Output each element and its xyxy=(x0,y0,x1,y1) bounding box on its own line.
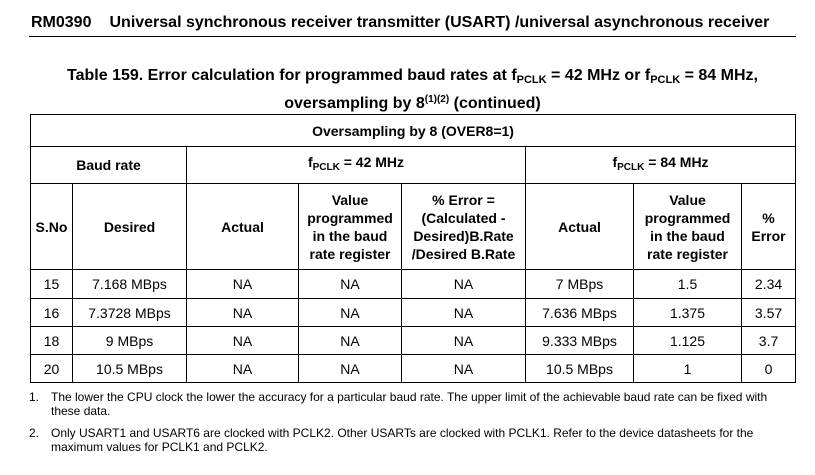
cell-actual-84: 9.333 MBps xyxy=(526,327,634,355)
cell-error-42: NA xyxy=(402,299,526,327)
footnote xyxy=(29,426,789,454)
cell-error-42: NA xyxy=(402,355,526,383)
group-fpclk-84 xyxy=(526,147,796,184)
col-value-84 xyxy=(634,184,742,270)
col-error-84 xyxy=(742,184,796,270)
col-value-84-line: Value xyxy=(669,191,706,208)
cell-sno: 18 xyxy=(31,327,73,355)
cell-actual-84: 10.5 MBps xyxy=(526,355,634,383)
group-84-sub: PCLK xyxy=(617,162,645,173)
col-error-42 xyxy=(402,184,526,270)
cell-error-84: 2.34 xyxy=(742,270,796,299)
table-caption xyxy=(31,66,794,113)
cell-value-84: 1.375 xyxy=(634,299,742,327)
cell-desired: 10.5 MBps xyxy=(73,355,187,383)
cell-actual-84: 7.636 MBps xyxy=(526,299,634,327)
group-84-rest: = 84 MHz xyxy=(644,154,709,170)
cell-actual-42: NA xyxy=(187,355,299,383)
table-row xyxy=(31,299,796,327)
col-error-42-line: (Calculated - xyxy=(421,209,506,226)
caption-text-a: Table 159. Error calculation for programmed baud rates at f xyxy=(67,67,517,84)
col-value-84-line: programmed xyxy=(644,209,731,226)
table-row xyxy=(31,355,796,383)
cell-desired: 9 MBps xyxy=(73,327,187,355)
col-value-42-line: Value xyxy=(331,191,369,208)
cell-error-84: 0 xyxy=(742,355,796,383)
footnote-text: The lower the CPU clock the lower the accuracy for a particular baud rate. The upper limit of the achievable baud rate can be fixed with these data. xyxy=(51,390,768,418)
cell-error-42: NA xyxy=(402,270,526,299)
table-title: Oversampling by 8 (OVER8=1) xyxy=(31,115,796,147)
header-divider xyxy=(29,36,796,37)
col-value-42-line: in the baud xyxy=(312,227,388,244)
caption-footnote-refs: (1)(2) xyxy=(424,94,450,105)
table-row xyxy=(31,270,796,299)
group-42-rest: = 42 MHz xyxy=(339,154,405,170)
col-value-42-line: rate register xyxy=(309,245,391,262)
col-error-42-line: Desired)B.Rate xyxy=(413,227,514,244)
footnotes xyxy=(29,390,789,462)
col-error-42-line: /Desired B.Rate xyxy=(411,245,516,262)
cell-sno: 15 xyxy=(31,270,73,299)
cell-value-42: NA xyxy=(299,299,402,327)
col-value-84-line: in the baud xyxy=(650,227,725,244)
footnote-number: 2. xyxy=(29,426,40,440)
footnote xyxy=(29,390,789,418)
cell-value-42: NA xyxy=(299,355,402,383)
group-84-f: f xyxy=(612,154,618,170)
table-row xyxy=(31,327,796,355)
caption-sub-b: PCLK xyxy=(650,74,681,86)
cell-value-42: NA xyxy=(299,327,402,355)
col-error-42-line: % Error = xyxy=(432,191,495,208)
cell-actual-84: 7 MBps xyxy=(526,270,634,299)
caption-text-e: (continued) xyxy=(449,95,541,112)
col-value-84-line: rate register xyxy=(647,245,728,262)
error-table xyxy=(30,114,796,383)
cell-desired: 7.3728 MBps xyxy=(73,299,187,327)
cell-error-84: 3.7 xyxy=(742,327,796,355)
group-42-f: f xyxy=(307,154,313,170)
cell-actual-42: NA xyxy=(187,299,299,327)
section-title: Universal synchronous receiver transmitter (USART) /universal asynchronous receiver xyxy=(109,14,770,31)
caption-text-c: = 84 MHz, xyxy=(680,67,758,84)
col-value-42 xyxy=(299,184,402,270)
cell-error-84: 3.57 xyxy=(742,299,796,327)
col-value-42-line: programmed xyxy=(307,209,393,226)
cell-value-42: NA xyxy=(299,270,402,299)
group-baud-rate: Baud rate xyxy=(31,147,187,184)
footnote-text: Only USART1 and USART6 are clocked with PCLK2. Other USARTs are clocked with PCLK1. Refer to the device datasheets for the maximum values for PCLK1 and PCLK2. xyxy=(51,426,754,454)
cell-value-84: 1 xyxy=(634,355,742,383)
cell-sno: 16 xyxy=(31,299,73,327)
col-error-84-line: Error xyxy=(751,227,786,244)
col-actual-42: Actual xyxy=(187,184,299,270)
caption-line-2 xyxy=(31,90,794,113)
cell-actual-42: NA xyxy=(187,327,299,355)
page-header xyxy=(31,14,794,32)
cell-desired: 7.168 MBps xyxy=(73,270,187,299)
cell-error-42: NA xyxy=(402,327,526,355)
cell-sno: 20 xyxy=(31,355,73,383)
caption-text-d: oversampling by 8 xyxy=(284,95,425,112)
caption-sub-a: PCLK xyxy=(516,74,547,86)
caption-line-1 xyxy=(31,66,794,90)
col-actual-84: Actual xyxy=(526,184,634,270)
col-sno: S.No xyxy=(31,184,73,270)
cell-value-84: 1.5 xyxy=(634,270,742,299)
col-desired: Desired xyxy=(73,184,187,270)
footnote-number: 1. xyxy=(29,390,40,404)
doc-id: RM0390 xyxy=(31,14,92,31)
group-fpclk-42 xyxy=(187,147,526,184)
col-error-84-line: % xyxy=(762,209,775,226)
cell-value-84: 1.125 xyxy=(634,327,742,355)
caption-text-b: = 42 MHz or f xyxy=(546,67,651,84)
cell-actual-42: NA xyxy=(187,270,299,299)
group-42-sub: PCLK xyxy=(312,162,340,173)
